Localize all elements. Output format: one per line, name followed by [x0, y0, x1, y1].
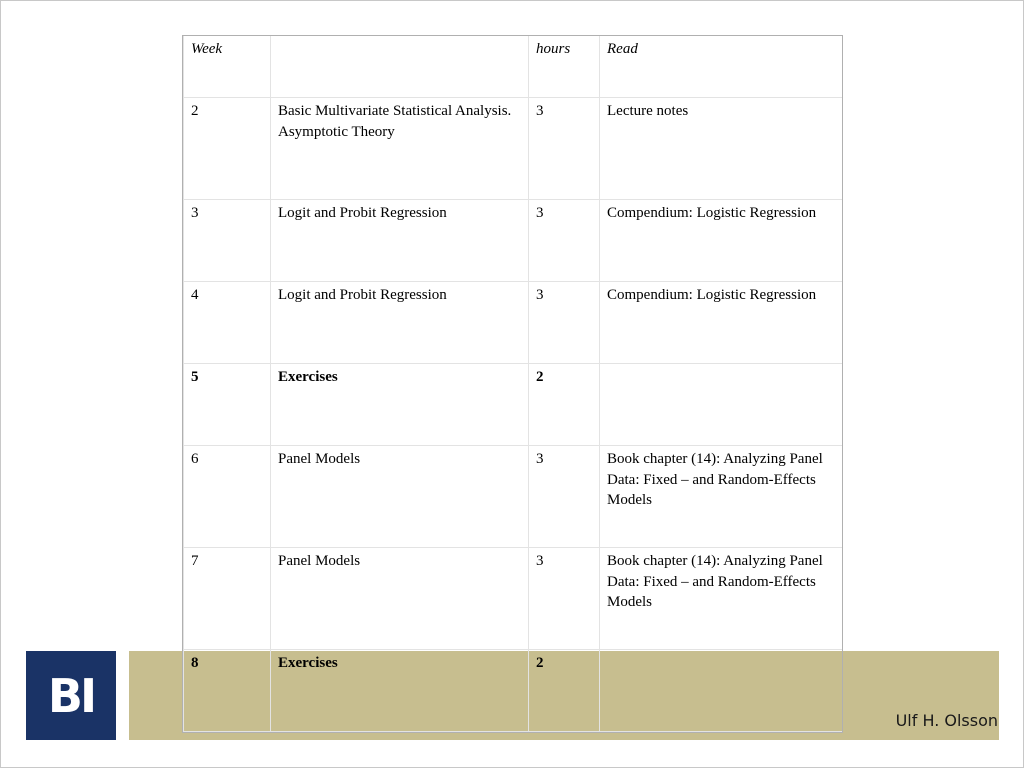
topic-cell: Logit and Probit Regression	[271, 282, 529, 364]
read-cell	[600, 364, 843, 446]
hours-cell: 2	[529, 650, 600, 732]
topic-cell: Panel Models	[271, 548, 529, 650]
header-topic	[271, 36, 529, 98]
course-schedule-table	[183, 35, 843, 732]
read-cell	[600, 650, 843, 732]
header-week: Week	[184, 36, 271, 98]
hours-cell: 3	[529, 282, 600, 364]
hours-cell: 2	[529, 364, 600, 446]
topic-cell: Panel Models	[271, 446, 529, 548]
author-name: Ulf H. Olsson	[895, 711, 998, 730]
hours-cell: 3	[529, 446, 600, 548]
topic-cell: Exercises	[271, 364, 529, 446]
read-cell: Book chapter (14): Analyzing Panel Data: Fixed – and Random-Effects Models	[600, 548, 843, 650]
table-row	[184, 548, 843, 650]
week-cell: 5	[184, 364, 271, 446]
header-read: Read	[600, 36, 843, 98]
bi-logo: BI	[26, 651, 116, 740]
week-cell: 7	[184, 548, 271, 650]
week-cell: 4	[184, 282, 271, 364]
hours-cell: 3	[529, 548, 600, 650]
hours-cell: 3	[529, 98, 600, 200]
week-cell: 2	[184, 98, 271, 200]
table-header-row	[184, 36, 843, 98]
read-cell: Compendium: Logistic Regression	[600, 282, 843, 364]
read-cell: Book chapter (14): Analyzing Panel Data: Fixed – and Random-Effects Models	[600, 446, 843, 548]
week-cell: 8	[184, 650, 271, 732]
table-row	[184, 200, 843, 282]
week-cell: 3	[184, 200, 271, 282]
topic-cell: Exercises	[271, 650, 529, 732]
table-row	[184, 364, 843, 446]
week-cell: 6	[184, 446, 271, 548]
table-row	[184, 446, 843, 548]
table-row	[184, 282, 843, 364]
read-cell: Compendium: Logistic Regression	[600, 200, 843, 282]
hours-cell: 3	[529, 200, 600, 282]
topic-cell: Basic Multivariate Statistical Analysis. Asymptotic Theory	[271, 98, 529, 200]
topic-cell: Logit and Probit Regression	[271, 200, 529, 282]
table-row	[184, 650, 843, 732]
table-row	[184, 98, 843, 200]
read-cell: Lecture notes	[600, 98, 843, 200]
header-hours: hours	[529, 36, 600, 98]
